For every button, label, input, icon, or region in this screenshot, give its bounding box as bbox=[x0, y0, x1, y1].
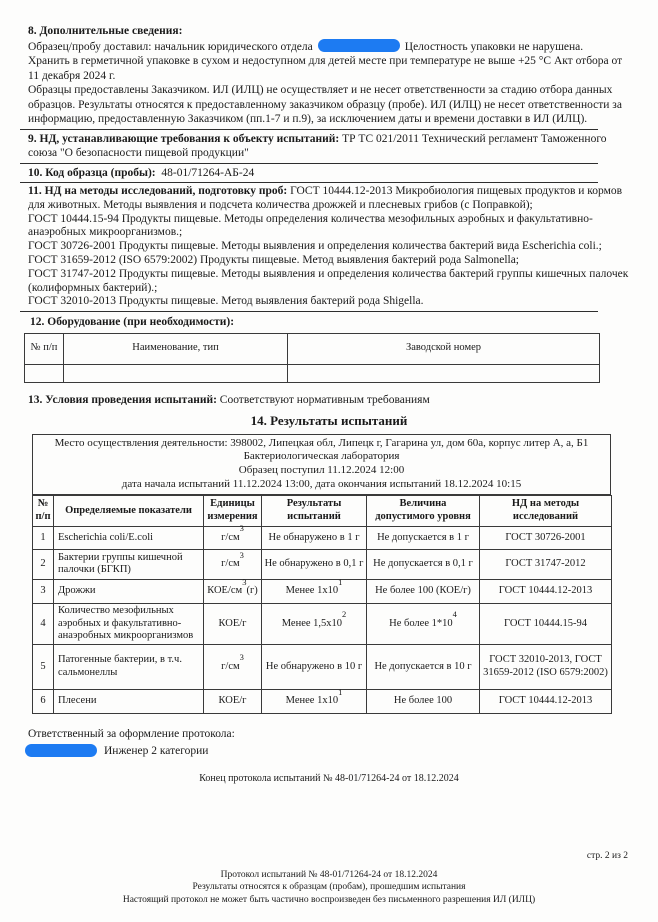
row-number: 5 bbox=[33, 644, 54, 689]
limit-cell: Не более 100 bbox=[367, 689, 480, 713]
footer-line-protocol: Протокол испытаний № 48-01/71264-24 от 18.12.2024 bbox=[220, 869, 438, 880]
indicator-name: Бактерии группы кишечной палочки (БГКП) bbox=[54, 549, 204, 579]
header-method: НД на методы исследований bbox=[480, 495, 612, 526]
indicator-name: Количество мезофильных аэробных и факультативно-анаэробных микроорганизмов bbox=[54, 603, 204, 644]
table-row bbox=[33, 549, 612, 579]
row-number: 4 bbox=[33, 603, 54, 644]
header-limit: Величина допустимого уровня bbox=[367, 495, 480, 526]
limit-cell: Не допускается в 10 г bbox=[367, 644, 480, 689]
unit-cell: КОЕ/г bbox=[204, 689, 262, 713]
page-number: стр. 2 из 2 bbox=[586, 851, 628, 861]
results-heading: 14. Результаты испытаний bbox=[250, 413, 408, 429]
section-8 bbox=[28, 24, 630, 127]
limit-cell: Не допускается в 1 г bbox=[367, 526, 480, 549]
equipment-empty-row bbox=[25, 364, 600, 382]
indicator-name: Патогенные бактерии, в т.ч. сальмонеллы bbox=[54, 644, 204, 689]
page-footer bbox=[0, 850, 658, 906]
method-cell: ГОСТ 10444.12-2013 bbox=[480, 689, 612, 713]
result-cell: Не обнаружено в 1 г bbox=[262, 526, 367, 549]
end-note: Конец протокола испытаний № 48-01/71264-24 от 18.12.2024 bbox=[199, 772, 459, 784]
signature-label: Ответственный за оформление протокола: bbox=[28, 727, 235, 740]
gost-item: ГОСТ 10444.15-94 Продукты пищевые. Методы определения количества мезофильных аэробных и факультативно-анаэробных микроорганизмов.; bbox=[28, 212, 593, 239]
equipment-header-serial: Заводской номер bbox=[288, 333, 600, 364]
method-cell: ГОСТ 30726-2001 bbox=[480, 526, 612, 549]
method-cell: ГОСТ 10444.12-2013 bbox=[480, 579, 612, 603]
indicator-name: Плесени bbox=[54, 689, 204, 713]
sample-code: 48-01/71264-АБ-24 bbox=[161, 166, 255, 179]
signature-block bbox=[28, 727, 630, 759]
delivered-line bbox=[28, 39, 630, 55]
row-number: 2 bbox=[33, 549, 54, 579]
header-units: Единицы измерения bbox=[204, 495, 262, 526]
row-number: 3 bbox=[33, 579, 54, 603]
method-cell: ГОСТ 32010-2013, ГОСТ 31659-2012 (ISO 6579:2002) bbox=[480, 644, 612, 689]
table-row bbox=[33, 579, 612, 603]
info-line-address: Место осуществления деятельности: 398002, Липецкая обл, Липецк г, Гагарина ул, дом 60а, корпус литер А, а, Б1 bbox=[54, 436, 589, 449]
info-line-dates: дата начала испытаний 11.12.2024 13:00, дата окончания испытаний 18.12.2024 10:15 bbox=[121, 478, 522, 491]
gost-item: ГОСТ 32010-2013 Продукты пищевые. Метод выявления бактерий рода Shigella. bbox=[28, 295, 424, 308]
result-cell: Менее $1x10^1$ bbox=[262, 579, 367, 603]
table-row bbox=[33, 603, 612, 644]
empty-cell bbox=[25, 364, 64, 382]
section-13-label: 13. Условия проведения испытаний: bbox=[28, 393, 217, 406]
disclaimer-line: Образцы предоставлены Заказчиком. ИЛ (ИЛЦ) не осуществляет и не несет ответственности за стадию отбора данных образцов. Результаты относятся к предоставленному заказчиком образцу (пробе). ИЛ (ИЛЦ) не несет ответственности за информацию, предоставленную Заказчиком (пп.1-7 и п.9), за исключением даты и времени доставки в ИЛ (ИЛЦ). bbox=[28, 84, 622, 125]
results-table bbox=[32, 495, 612, 714]
section-11 bbox=[28, 185, 630, 309]
empty-cell bbox=[288, 364, 600, 382]
section-divider bbox=[20, 311, 598, 312]
redaction-pill bbox=[318, 39, 400, 52]
section-divider bbox=[20, 163, 598, 164]
info-line-received: Образец поступил 11.12.2024 12:00 bbox=[238, 464, 405, 477]
row-number: 1 bbox=[33, 526, 54, 549]
equipment-header-name: Наименование, тип bbox=[64, 333, 288, 364]
section-10-label: 10. Код образца (пробы): bbox=[28, 166, 156, 179]
section-13-value: Соответствуют нормативным требованиям bbox=[219, 393, 430, 406]
gost-item: ГОСТ 10444.12-2013 Микробиология пищевых продуктов и кормов для животных. Методы выявления и подсчета количества дрожжей и плесневых грибов (с Поправкой); bbox=[28, 185, 623, 211]
table-row bbox=[33, 644, 612, 689]
results-header-row bbox=[33, 495, 612, 526]
section-12-title: 12. Оборудование (при необходимости): bbox=[30, 316, 235, 329]
result-cell: Не обнаружено в 0,1 г bbox=[262, 549, 367, 579]
indicator-name: Escherichia coli/E.coli bbox=[54, 526, 204, 549]
footer-line-results: Результаты относятся к образцам (пробам), прошедшим испытания bbox=[192, 882, 466, 892]
signature-redaction-pill bbox=[25, 744, 97, 757]
unit-cell: $г/см^3$ bbox=[204, 526, 262, 549]
header-num: № п/п bbox=[33, 495, 54, 526]
signature-position: Инженер 2 категории bbox=[104, 745, 209, 758]
row-number: 6 bbox=[33, 689, 54, 713]
gost-item: ГОСТ 31747-2012 Продукты пищевые. Методы выявления и определения количества бактерий группы кишечных палочек (колиформных бактерий).; bbox=[28, 267, 629, 294]
section-divider bbox=[20, 129, 598, 130]
indicator-name: Дрожжи bbox=[54, 579, 204, 603]
header-results: Результаты испытаний bbox=[262, 495, 367, 526]
limit-cell: Не более 100 (КОЕ/г) bbox=[367, 579, 480, 603]
equipment-header-num: № п/п bbox=[25, 333, 64, 364]
result-cell: Менее $1,5x10^2$ bbox=[262, 603, 367, 644]
section-13 bbox=[28, 393, 630, 408]
unit-cell: $г/см^3$ bbox=[204, 549, 262, 579]
section-divider bbox=[20, 182, 598, 183]
section-11-label: 11. НД на методы исследований, подготовку проб: bbox=[28, 185, 288, 197]
section-10 bbox=[28, 166, 630, 181]
section-9-label: 9. НД, устанавливающие требования к объекту испытаний: bbox=[28, 132, 340, 145]
limit-cell: Не допускается в 0,1 г bbox=[367, 549, 480, 579]
header-indicator: Определяемые показатели bbox=[54, 495, 204, 526]
empty-cell bbox=[64, 364, 288, 382]
section-9-value: ТР ТС 021/2011 Технический регламент Таможенного союза "О безопасности пищевой продукции" bbox=[28, 132, 607, 159]
unit-cell: $г/см^3$ bbox=[204, 644, 262, 689]
footer-line-copyright: Настоящий протокол не может быть частично воспроизведен без письменного разрешения ИЛ (ИЛЦ) bbox=[122, 894, 536, 905]
result-cell: Не обнаружено в 10 г bbox=[262, 644, 367, 689]
section-9 bbox=[28, 132, 630, 161]
limit-cell: Не более $1*10^4$ bbox=[367, 603, 480, 644]
result-cell: Менее $1x10^1$ bbox=[262, 689, 367, 713]
unit-cell: КОЕ/г bbox=[204, 603, 262, 644]
delivered-post: Целостность упаковки не нарушена. bbox=[404, 40, 584, 53]
gost-item: ГОСТ 31659-2012 (ISO 6579:2002) Продукты пищевые. Метод выявления бактерий рода Salmonella; bbox=[28, 253, 520, 266]
equipment-table bbox=[24, 333, 600, 383]
info-line-lab: Бактериологическая лаборатория bbox=[243, 450, 400, 463]
section-8-title: 8. Дополнительные сведения: bbox=[28, 25, 183, 37]
unit-cell: КОЕ/$см^3(г)$ bbox=[204, 579, 262, 603]
table-row bbox=[33, 689, 612, 713]
delivered-pre: Образец/пробу доставил: начальник юридического отдела bbox=[28, 40, 313, 53]
gost-item: ГОСТ 30726-2001 Продукты пищевые. Методы выявления и определения количества бактерий вида Escherichia coli.; bbox=[28, 240, 602, 253]
results-info-box bbox=[32, 434, 611, 495]
method-cell: ГОСТ 31747-2012 bbox=[480, 549, 612, 579]
table-row bbox=[33, 526, 612, 549]
equipment-header-row bbox=[25, 333, 600, 364]
storage-line: Хранить в герметичной упаковке в сухом и недоступном для детей месте при температуре не выше +25 °С Акт отбора от 11 декабря 2024 г. bbox=[28, 55, 623, 82]
method-cell: ГОСТ 10444.15-94 bbox=[480, 603, 612, 644]
signature-row bbox=[25, 744, 630, 759]
